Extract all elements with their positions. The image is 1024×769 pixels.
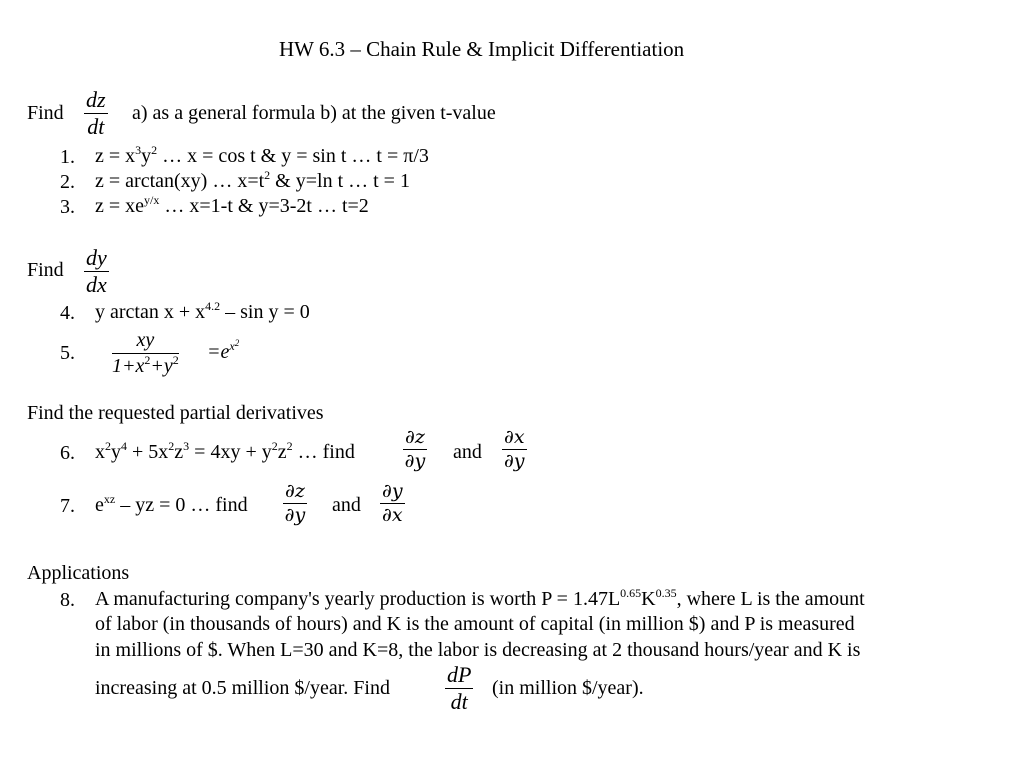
partial-y-x-fraction <box>380 482 405 525</box>
equation-rhs: $=e^{x^2}$ <box>207 338 240 363</box>
problem-line-3: in millions of $. When L=30 and K=8, the labor is decreasing at 2 thousand hours/year and K is <box>95 639 861 661</box>
problem-line-4b: (in million $/year). <box>492 677 644 699</box>
problem-number: 2. <box>60 171 75 193</box>
fraction-denominator: dx <box>86 272 107 297</box>
applications-heading: Applications <box>27 562 130 584</box>
partial-x-y-fraction <box>502 428 527 471</box>
fraction-numerator: ∂x <box>504 426 525 448</box>
problem-text: $z = x^3y^2$ … x = cos t & y = sin t … t = π/3 <box>95 143 429 167</box>
fraction-numerator: dz <box>86 87 106 112</box>
problem-number: 4. <box>60 302 75 324</box>
fraction-numerator: ∂y <box>382 480 403 502</box>
and-label: and <box>453 441 482 463</box>
fraction-numerator: dP <box>447 662 472 687</box>
dy-dx-fraction <box>84 247 109 296</box>
problem-text: $z = xe^{y/x}$ … x=1-t & y=3-2t … t=2 <box>95 193 369 217</box>
find-label-2: Find <box>27 259 64 281</box>
partial-z-y-fraction <box>283 482 307 525</box>
problem-text: z = arctan(xy) … $x=t^2$ & y=ln t … t = 1 <box>95 168 410 192</box>
equation-fraction <box>112 330 179 376</box>
fraction-numerator: xy <box>112 330 179 354</box>
fraction-denominator: ∂y <box>503 450 525 472</box>
problem-line-1: A manufacturing company's yearly production is worth $P = 1.47L^{0.65}K^{0.35}$, where L is the amount <box>95 586 865 610</box>
problem-number: 3. <box>60 196 75 218</box>
problem-number: 6. <box>60 442 75 464</box>
problem-line-4a: increasing at 0.5 million $/year. Find <box>95 677 390 699</box>
fraction-denominator: $1+x^2+y^2$ <box>112 353 179 377</box>
problem-text: $x^2y^4 + 5x^2z^3 = 4xy + y^2z^2$ … find <box>95 439 355 463</box>
problem-text: y $\arctan x + x^{4.2} - \sin y = 0$ <box>95 299 310 323</box>
page-title: HW 6.3 – Chain Rule & Implicit Differentiation <box>279 37 685 61</box>
find-label-1: Find <box>27 102 64 124</box>
fraction-denominator: ∂y <box>404 450 426 472</box>
problem-text: $e^{xz}$ – yz = 0 … find <box>95 492 248 516</box>
problem-number: 5. <box>60 342 75 364</box>
partial-z-y-fraction <box>403 428 427 471</box>
problem-number: 7. <box>60 495 75 517</box>
fraction-numerator: dy <box>86 245 107 270</box>
dz-dt-fraction <box>84 89 108 138</box>
problem-number: 1. <box>60 146 75 168</box>
fraction-denominator: ∂y <box>284 504 306 526</box>
and-label: and <box>332 494 361 516</box>
problem-number: 8. <box>60 589 75 611</box>
section3-heading: Find the requested partial derivatives <box>27 402 324 424</box>
dP-dt-fraction <box>445 664 473 713</box>
problem-line-2: of labor (in thousands of hours) and K is the amount of capital (in million $) and P is measured <box>95 613 855 635</box>
section1-instructions: a) as a general formula b) at the given t-value <box>132 102 496 124</box>
fraction-denominator: ∂x <box>382 504 403 526</box>
fraction-denominator: dt <box>87 114 105 139</box>
fraction-denominator: dt <box>450 689 468 714</box>
fraction-numerator: ∂z <box>405 426 425 448</box>
fraction-numerator: ∂z <box>285 480 305 502</box>
